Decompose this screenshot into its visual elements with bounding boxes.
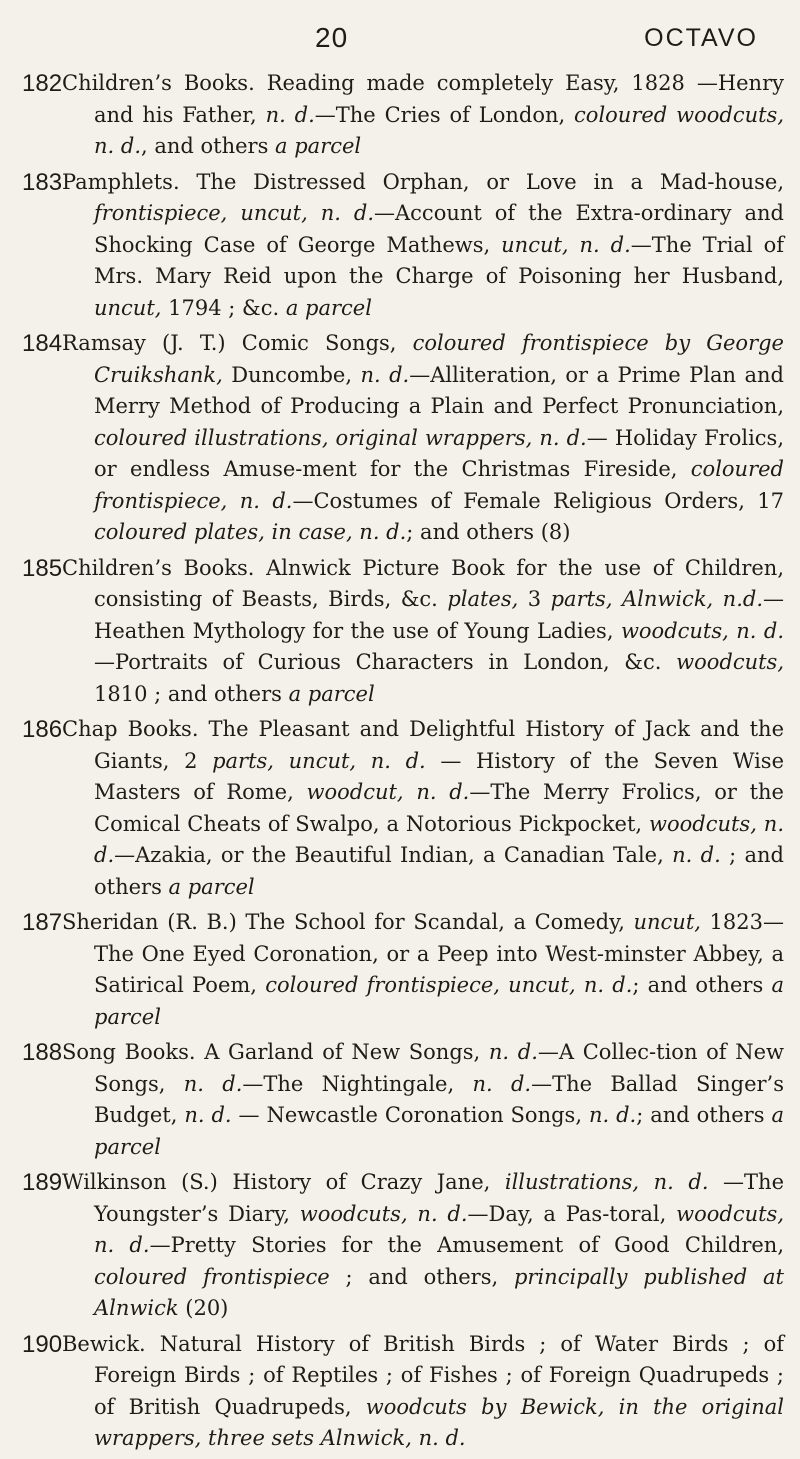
roman-text: 1823—The One Eyed Coronation, or a Peep into West-minster Abbey, a Satirical Poem, — [94, 910, 784, 997]
roman-text: —Heathen Mythology for the use of Young Ladies, — [94, 587, 785, 643]
roman-text: , and others — [141, 134, 276, 158]
roman-text: Song Books. A Garland of New Songs, — [62, 1040, 489, 1064]
section-heading: OCTAVO — [644, 24, 758, 52]
italic-text: uncut, n. d. — [501, 232, 631, 257]
roman-text: —Account of the Extra-ordinary and Shocking Case of George Mathews, — [94, 201, 784, 257]
roman-text: 3 — [518, 587, 551, 611]
roman-text: Children’s Books. Alnwick Picture Book for the use of Children, consisting of Beasts, Birds, &c. — [62, 555, 784, 611]
roman-text: Pamphlets. The Distressed Orphan, or Love in a Mad-house, — [62, 169, 784, 194]
roman-text: Bewick. Natural History of British Birds ; of Water Birds ; of Foreign Birds ; of Reptiles ; of Fishes ; of Foreign Quadrupeds ; of British Quadrupeds, — [62, 1331, 784, 1419]
roman-text: 1794 ; &c. — [161, 295, 286, 320]
roman-text: —Alliteration, or a Prime Plan and Merry Method of Producing a Plain and Perfect Pronunciation, — [94, 362, 784, 418]
lot-number: 186 — [22, 716, 63, 743]
lot-number: 188 — [22, 1039, 63, 1066]
roman-text: —The Nightingale, — [242, 1071, 473, 1096]
lot-number: 190 — [22, 1330, 63, 1358]
italic-text: a parcel — [285, 295, 372, 320]
lot-entry — [0, 553, 800, 711]
roman-text: Children’s Books. Reading made completely Easy, 1828 —Henry and his Father, — [62, 71, 784, 127]
lot-number: 185 — [22, 554, 63, 582]
roman-text: (20) — [178, 1296, 229, 1320]
lot-description — [62, 68, 784, 163]
italic-text: woodcuts, — [676, 650, 784, 674]
italic-text: n. d. — [184, 1103, 232, 1127]
roman-text: ; and others (8) — [406, 520, 571, 544]
lot-description — [62, 714, 784, 903]
italic-text: woodcuts, n. d. — [299, 1201, 468, 1226]
roman-text: — History of the Seven Wise Masters of Rome, — [94, 748, 784, 804]
roman-text: ; and others — [636, 1103, 772, 1127]
lot-entry — [0, 907, 800, 1033]
lot-number: 187 — [22, 909, 63, 936]
italic-text: woodcuts, n. d. — [620, 618, 784, 643]
page-number: 20 — [315, 22, 349, 53]
italic-text: n. d. — [588, 1103, 637, 1127]
lot-entry — [0, 167, 800, 325]
italic-text: woodcuts, n. d. — [94, 1201, 784, 1257]
roman-text: ; and others — [632, 973, 772, 997]
roman-text: — Holiday Frolics, or endless Amuse-ment for the Christmas Fireside, — [94, 425, 785, 481]
italic-text: n. d. — [183, 1071, 243, 1096]
lot-number: 183 — [22, 168, 63, 196]
roman-text: —The Trial of Mrs. Mary Reid upon the Charge of Poisoning her Husband, — [94, 232, 785, 288]
italic-text: woodcuts, n. d. — [94, 811, 784, 867]
roman-text: ; and others — [94, 843, 784, 899]
lot-entry — [0, 714, 800, 903]
roman-text: — Newcastle Coronation Songs, — [231, 1103, 589, 1127]
roman-text: —Day, a Pas-toral, — [467, 1201, 677, 1226]
lot-entry — [0, 328, 800, 549]
roman-text: —A Collec-tion of New Songs, — [94, 1040, 784, 1096]
italic-text: a parcel — [288, 681, 375, 706]
italic-text: woodcuts by Bewick, in the original wrappers, three sets Alnwick, n. d. — [94, 1394, 784, 1450]
lot-description — [62, 167, 784, 325]
italic-text: illustrations, n. d. — [504, 1170, 709, 1194]
lot-number: 189 — [22, 1169, 63, 1196]
lot-entry — [0, 1329, 800, 1455]
italic-text: frontispiece, uncut, n. d. — [94, 201, 374, 225]
roman-text: —Portraits of Curious Characters in London, &c. — [94, 650, 677, 674]
italic-text: coloured frontispiece — [94, 1264, 330, 1289]
lot-description — [62, 553, 784, 711]
lot-entry — [0, 68, 800, 163]
italic-text: coloured frontispiece, n. d. — [94, 457, 784, 513]
roman-text: —Costumes of Female Religious Orders, 17 — [292, 488, 785, 513]
italic-text: n. d. — [360, 362, 410, 387]
italic-text: coloured frontispiece, uncut, n. d. — [265, 973, 633, 997]
roman-text: Chap Books. The Pleasant and Delightful History of Jack and the Giants, 2 — [62, 717, 784, 773]
italic-text: principally published at Alnwick — [94, 1264, 784, 1320]
roman-text: —The Youngster’s Diary, — [94, 1170, 785, 1226]
lot-number: 184 — [22, 330, 63, 357]
italic-text: parts, Alnwick, n.d. — [550, 587, 764, 611]
italic-text: plates, — [447, 587, 519, 611]
italic-text: n. d. — [488, 1040, 538, 1064]
lot-description — [62, 907, 784, 1033]
italic-text: coloured plates, in case, n. d. — [94, 520, 407, 544]
roman-text: Ramsay (J. T.) Comic Songs, — [62, 331, 413, 355]
italic-text: coloured frontispiece by George Cruikshank, — [94, 331, 784, 387]
lot-list — [0, 68, 800, 1459]
roman-text: ; and others, — [329, 1264, 514, 1289]
lot-entry — [0, 1167, 800, 1325]
lot-entry — [0, 1037, 800, 1163]
roman-text: —The Merry Frolics, or the Comical Cheats of Swalpo, a Notorious Pickpocket, — [94, 780, 784, 836]
italic-text: uncut, — [94, 295, 162, 320]
lot-description — [62, 328, 784, 549]
lot-description — [62, 1037, 784, 1163]
roman-text: —Pretty Stories for the Amusement of Good Children, — [149, 1233, 784, 1257]
italic-text: n. d. — [265, 102, 315, 127]
roman-text: Sheridan (R. B.) The School for Scandal, a Comedy, — [62, 910, 634, 934]
roman-text: —The Cries of London, — [314, 102, 575, 127]
italic-text: coloured illustrations, original wrappers, n. d. — [94, 425, 587, 450]
lot-number: 182 — [22, 70, 63, 97]
italic-text: a parcel — [275, 134, 362, 158]
lot-description — [62, 1167, 784, 1325]
roman-text: Wilkinson (S.) History of Crazy Jane, — [62, 1170, 505, 1194]
italic-text: n. d. — [672, 843, 721, 867]
italic-text: uncut, — [633, 910, 701, 934]
italic-text: woodcut, n. d. — [306, 780, 470, 804]
roman-text: —The Ballad Singer’s Budget, — [94, 1071, 784, 1127]
italic-text: n. d. — [472, 1071, 532, 1096]
roman-text: Duncombe, — [222, 362, 361, 387]
italic-text: parts, uncut, n. d. — [212, 748, 426, 773]
italic-text: a parcel — [168, 874, 255, 899]
italic-text: a parcel — [94, 973, 784, 1029]
italic-text: coloured woodcuts, n. d. — [94, 102, 784, 158]
lot-description — [62, 1329, 784, 1455]
italic-text: a parcel — [94, 1103, 784, 1159]
roman-text: 1810 ; and others — [94, 681, 289, 706]
roman-text: —Azakia, or the Beautiful Indian, a Canadian Tale, — [114, 843, 673, 867]
